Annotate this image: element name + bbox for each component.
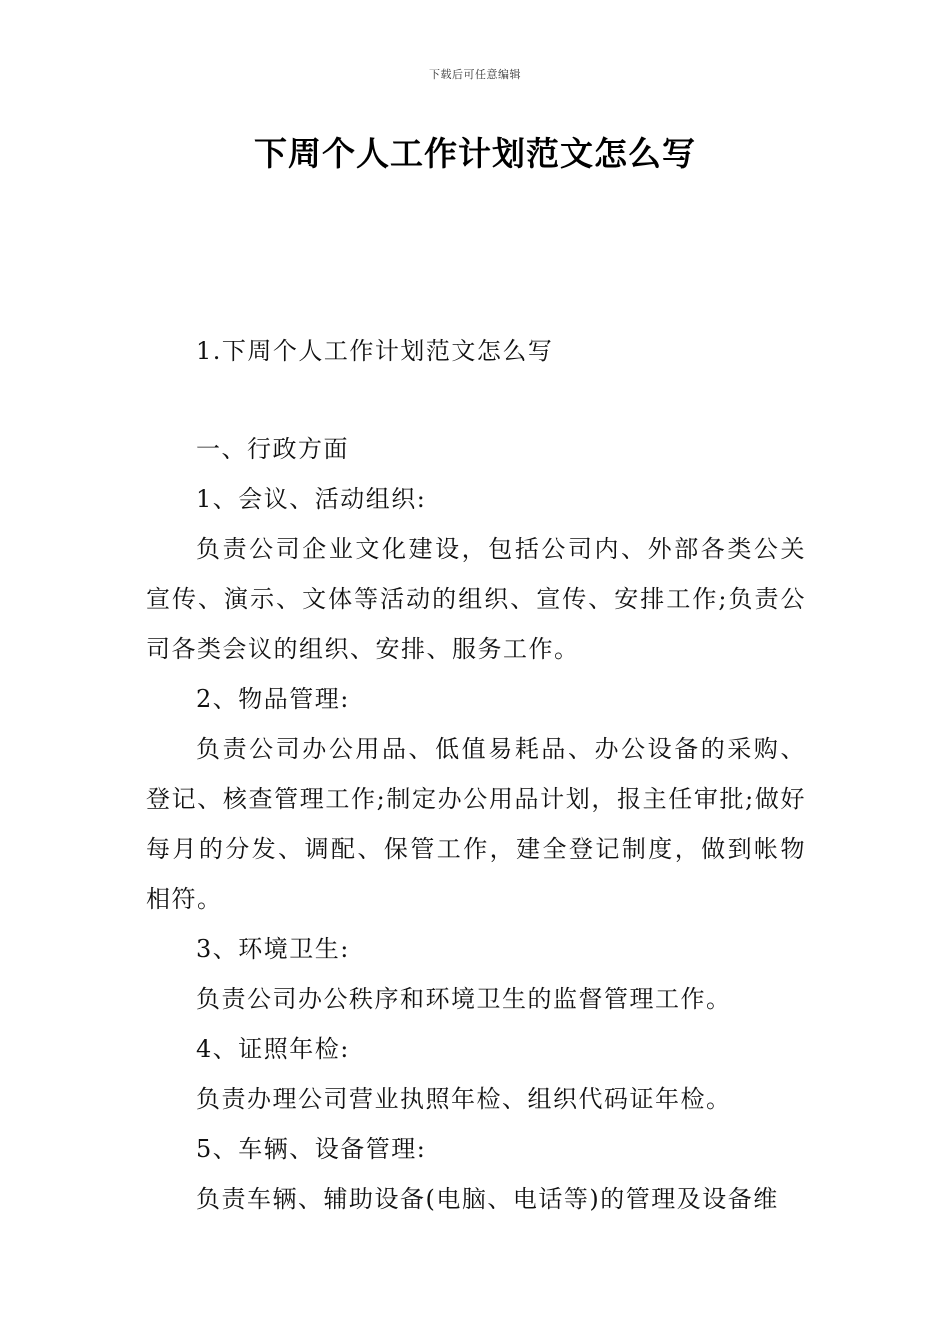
paragraph-meetings: 负责公司企业文化建设，包括公司内、外部各类公关宣传、演示、文体等活动的组织、宣传、安排工作;负责公司各类会议的组织、安排、服务工作。 (146, 535, 806, 663)
paragraph-environment: 负责公司办公秩序和环境卫生的监督管理工作。 (196, 985, 732, 1013)
document-title: 下周个人工作计划范文怎么写 (254, 134, 696, 173)
section-heading-block (146, 326, 806, 376)
document-body (146, 424, 806, 1224)
subheading-meetings: 1、会议、活动组织: (196, 485, 427, 513)
section-heading: 1.下周个人工作计划范文怎么写 (196, 337, 554, 365)
paragraph-licenses: 负责办理公司营业执照年检、组织代码证年检。 (196, 1085, 732, 1113)
subheading-environment: 3、环境卫生: (196, 935, 350, 963)
heading-administration: 一、行政方面 (196, 435, 349, 463)
subheading-vehicles: 5、车辆、设备管理: (196, 1135, 427, 1163)
subheading-licenses: 4、证照年检: (196, 1035, 350, 1063)
header-note: 下载后可任意编辑 (429, 68, 521, 81)
subheading-supplies: 2、物品管理: (196, 685, 350, 713)
paragraph-vehicles: 负责车辆、辅助设备(电脑、电话等)的管理及设备维 (196, 1185, 779, 1213)
paragraph-supplies: 负责公司办公用品、低值易耗品、办公设备的采购、登记、核查管理工作;制定办公用品计划，报主任审批;做好每月的分发、调配、保管工作，建全登记制度，做到帐物相符。 (146, 735, 806, 913)
